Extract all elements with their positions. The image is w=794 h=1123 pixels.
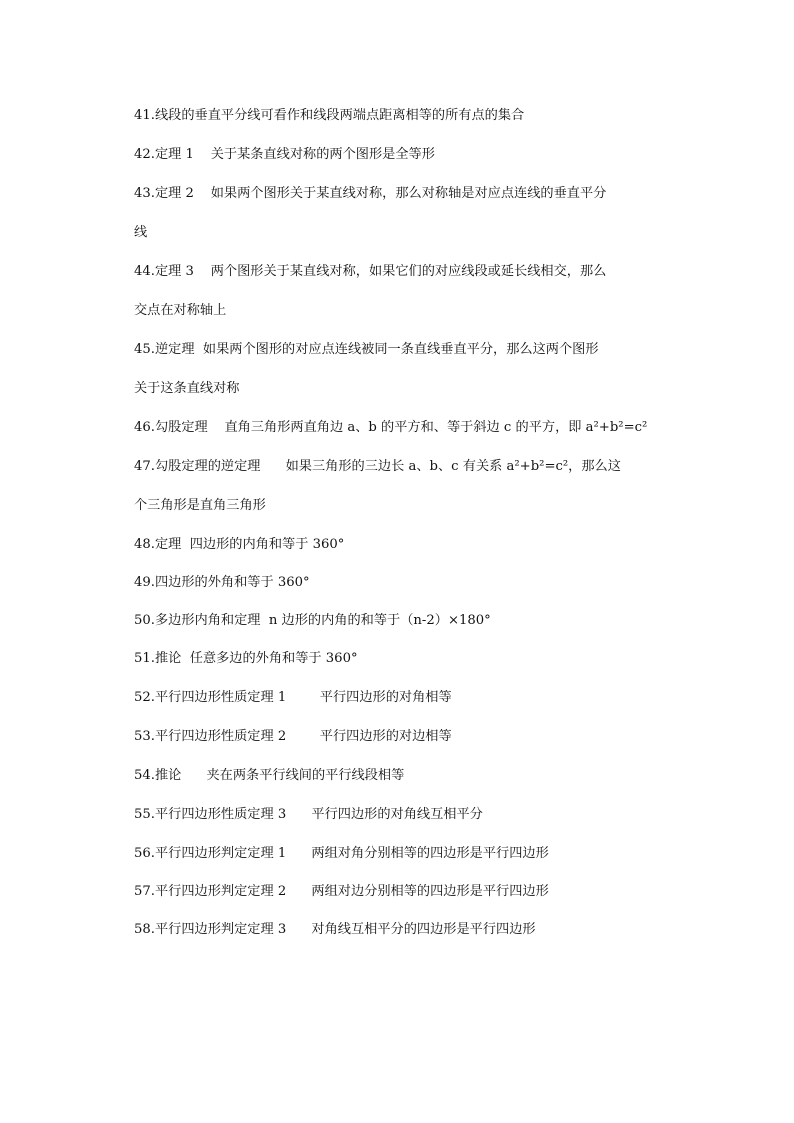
text-line-56: 56.平行四边形判定定理 1 两组对角分别相等的四边形是平行四边形 (134, 846, 549, 861)
text-line-47: 47.勾股定理的逆定理 如果三角形的三边长 a、b、c 有关系 a²+b²=c²，那么这 (134, 459, 621, 474)
text-line-57: 57.平行四边形判定定理 2 两组对边分别相等的四边形是平行四边形 (134, 884, 549, 899)
text-line-47-cont: 个三角形是直角三角形 (134, 498, 266, 513)
text-line-55: 55.平行四边形性质定理 3 平行四边形的对角线互相平分 (134, 807, 483, 822)
text-line-58: 58.平行四边形判定定理 3 对角线互相平分的四边形是平行四边形 (134, 922, 536, 937)
text-line-45-cont: 关于这条直线对称 (134, 381, 240, 396)
text-line-45: 45.逆定理 如果两个图形的对应点连线被同一条直线垂直平分，那么这两个图形 (134, 342, 599, 357)
text-line-54: 54.推论 夹在两条平行线间的平行线段相等 (134, 768, 405, 783)
text-line-49: 49.四边形的外角和等于 360° (134, 575, 310, 590)
text-line-48: 48.定理 四边形的内角和等于 360° (134, 537, 345, 552)
text-line-50: 50.多边形内角和定理 n 边形的内角的和等于（n-2）×180° (134, 613, 491, 628)
text-line-46: 46.勾股定理 直角三角形两直角边 a、b 的平方和、等于斜边 c 的平方，即 a²+b²=c² (134, 420, 648, 435)
text-line-41: 41.线段的垂直平分线可看作和线段两端点距离相等的所有点的集合 (134, 108, 525, 123)
text-line-52: 52.平行四边形性质定理 1 平行四边形的对角相等 (134, 690, 452, 705)
text-line-53: 53.平行四边形性质定理 2 平行四边形的对边相等 (134, 729, 452, 744)
text-line-44-cont: 交点在对称轴上 (134, 303, 227, 318)
text-line-51: 51.推论 任意多边的外角和等于 360° (134, 651, 358, 666)
text-line-43-cont: 线 (134, 225, 148, 240)
text-line-43: 43.定理 2 如果两个图形关于某直线对称，那么对称轴是对应点连线的垂直平分 (134, 186, 607, 201)
text-line-44: 44.定理 3 两个图形关于某直线对称，如果它们的对应线段或延长线相交，那么 (134, 264, 607, 279)
text-line-42: 42.定理 1 关于某条直线对称的两个图形是全等形 (134, 147, 435, 162)
